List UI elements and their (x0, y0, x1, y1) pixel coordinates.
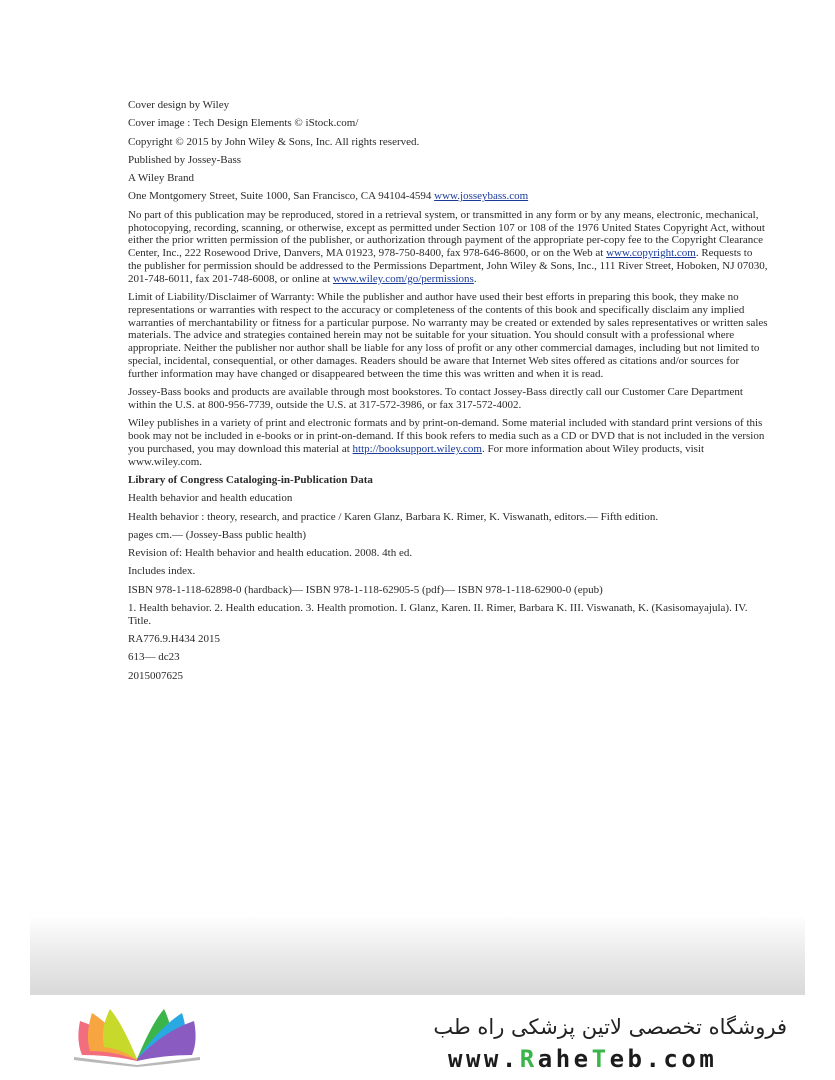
website-eb: eb (609, 1045, 646, 1073)
address-text: One Montgomery Street, Suite 1000, San Francisco, CA 94104-4594 (128, 190, 432, 203)
website-letter-t: T (591, 1045, 610, 1073)
booksupport-link[interactable]: http://booksupport.wiley.com (352, 442, 482, 455)
website-prefix: www. (448, 1045, 520, 1073)
permissions-text-1: No part of this publication may be reproduced, stored in a retrieval system, or transmitted in any form or by any means, electronic, mechanical, photocopying, recording, scanning, or otherwise, except as permitted under Section 107 or 108 of the 1976 United States Copyright Act, without either the prior written permission of the publisher, or authorization through payment of the appropriate per-copy fee to the Copyright Clearance Center, Inc., 222 Rosewood Drive, Danvers, MA 01923, 978-750-8400, fax 978-646-8600, or on the Web at (128, 208, 765, 260)
permissions-end: . (473, 272, 477, 285)
website-suffix: .com (645, 1045, 718, 1073)
cover-design-line: Cover design by Wiley (128, 99, 230, 111)
availability-paragraph: Jossey-Bass books and products are available through most bookstores. To contact Jossey-Bass directly call our Customer Care Department within the U.S. at 800-956-7739, outside the U.S. at 317-572-3986, or fax 317-572-4002. (128, 386, 743, 411)
permissions-text-2: . Requests to the publisher for permission should be addressed to the Permissions Department, John Wiley & Sons, Inc., 111 River Street, Hoboken, NJ 07030, 201-748-6011, fax 201-748-6008, or online at (128, 247, 768, 285)
formats-text: Wiley publishes in a variety of print and electronic formats and by print-on-demand. Some material included with standard print versions of this book may not be included in e-books or in print-on-demand. If this book refers to media such as a CD or DVD that is not included in the version you purchased, you may download this material at (128, 417, 765, 455)
document-page (30, 0, 805, 995)
website-ahe: ahe (537, 1045, 592, 1073)
cip-lc-number: RA776.9.H434 2015 (128, 633, 220, 646)
cip-title-1: Health behavior and health education (128, 492, 293, 505)
address-line (128, 190, 768, 203)
permissions-paragraph (128, 209, 768, 286)
store-name: فروشگاه تخصصی لاتین پزشکی راه طب (433, 1015, 787, 1039)
cip-subjects: 1. Health behavior. 2. Health education. 3. Health promotion. I. Glanz, Karen. II. Rimer, Barbara K. III. Viswanath, K. (Kasisomayajula). IV. Title. (128, 602, 748, 627)
copyright-com-link[interactable]: www.copyright.com (606, 247, 696, 260)
cip-dewey-number: 613— dc23 (128, 651, 180, 664)
website-letter-r: R (519, 1045, 538, 1073)
store-website[interactable] (448, 1045, 717, 1073)
formats-paragraph (128, 417, 768, 468)
wiley-permissions-link[interactable]: www.wiley.com/go/permissions (332, 272, 474, 285)
open-book-rainbow-icon (70, 1005, 205, 1072)
brand-line: A Wiley Brand (128, 172, 194, 185)
liability-paragraph: Limit of Liability/Disclaimer of Warranty: While the publisher and author have used their best efforts in preparing this book, they make no representations or warranties with respect to the accuracy or completeness of the contents of this book and specifically disclaim any implied warranties of merchantability or fitness for a particular purpose. No warranty may be created or extended by sales representatives or written sales materials. The advice and strategies contained herein may not be suitable for your situation. You should consult with a professional where appropriate. Neither the publisher nor author shall be liable for any loss of profit or any other commercial damages, including but not limited to special, incidental, consequential, or other damages. Readers should be aware that Internet Web sites offered as citations and/or sources for further information may have changed or disappeared between the time this was written and when it is read. (128, 291, 768, 380)
cip-heading: Library of Congress Cataloging-in-Publication Data (128, 473, 373, 486)
copyright-line: Copyright © 2015 by John Wiley & Sons, Inc. All rights reserved. (128, 135, 420, 148)
cover-image-line: Cover image : Tech Design Elements © iStock.com/ (128, 117, 359, 130)
cip-lccn: 2015007625 (128, 669, 183, 682)
josseybass-link[interactable]: www.josseybass.com (434, 190, 529, 203)
formats-end: . For more information about Wiley products, visit www.wiley.com. (128, 442, 705, 468)
cip-title-2: Health behavior : theory, research, and practice / Karen Glanz, Barbara K. Rimer, K. Viswanath, editors.— Fifth edition. (128, 510, 659, 523)
store-footer (0, 995, 835, 1080)
cip-revision: Revision of: Health behavior and health education. 2008. 4th ed. (128, 547, 413, 560)
copyright-block (128, 99, 768, 688)
cip-index: Includes index. (128, 565, 196, 578)
cip-pages: pages cm.— (Jossey-Bass public health) (128, 528, 307, 541)
published-by-line: Published by Jossey-Bass (128, 153, 242, 166)
cip-isbn: ISBN 978-1-118-62898-0 (hardback)— ISBN 978-1-118-62905-5 (pdf)— ISBN 978-1-118-62900-0 (epub) (128, 583, 603, 596)
